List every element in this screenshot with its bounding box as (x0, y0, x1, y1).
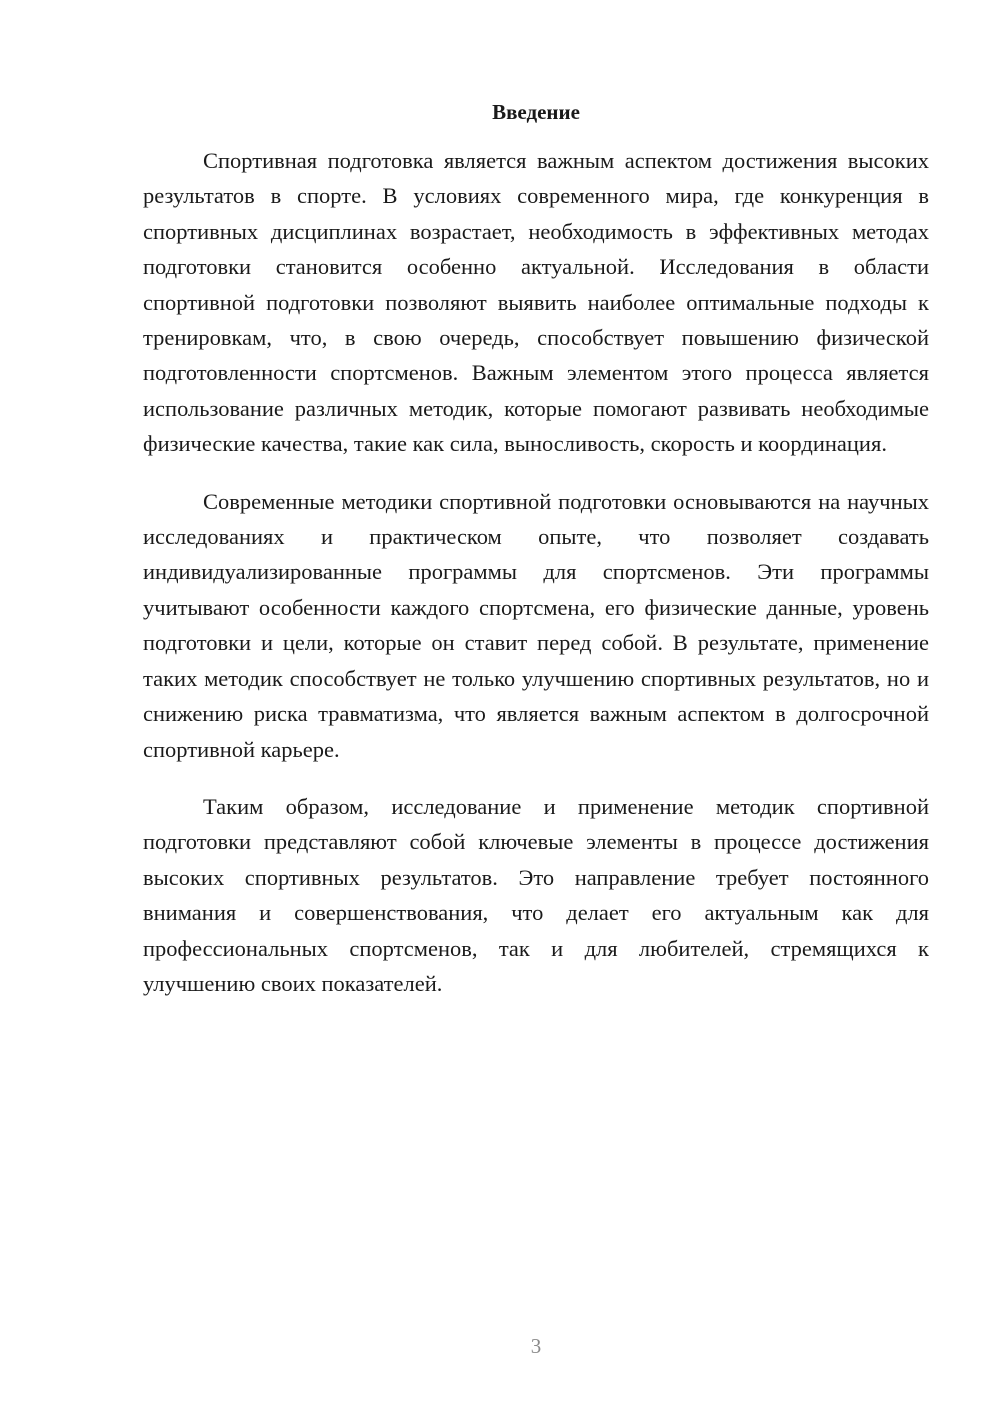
paragraph-2: Современные методики спортивной подготовки основываются на научных исследованиях и практическом опыте, что позволяет создавать индивидуализированные программы для спортсменов. Эти программы учитывают особенности каждого спортсмена, его физические данные, уровень подготовки и цели, которые он ставит перед собой. В результате, применение таких методик способствует не только улучшению спортивных результатов, но и снижению риска травматизма, что является важным аспектом в долгосрочной спортивной карьере. (143, 488, 929, 762)
section-heading: Введение (492, 100, 580, 124)
page-number: 3 (530, 1334, 542, 1358)
paragraph-1: Спортивная подготовка является важным аспектом достижения высоких результатов в спорте. В условиях современного мира, где конкуренция в спортивных дисциплинах возрастает, необходимость в эффективных методах подготовки становится особенно актуальной. Исследования в области спортивной подготовки позволяют выявить наиболее оптимальные подходы к тренировкам, что, в свою очередь, способствует повышению физической подготовленности спортсменов. Важным элементом этого процесса является использование различных методик, которые помогают развивать необходимые физические качества, такие как сила, выносливость, скорость и координация. (143, 148, 929, 457)
paragraph-3: Таким образом, исследование и применение методик спортивной подготовки представляют собой ключевые элементы в процессе достижения высоких спортивных результатов. Это направление требует постоянного внимания и совершенствования, что делает его актуальным как для профессиональных спортсменов, так и для любителей, стремящихся к улучшению своих показателей. (143, 793, 929, 996)
body-text (143, 143, 929, 1023)
